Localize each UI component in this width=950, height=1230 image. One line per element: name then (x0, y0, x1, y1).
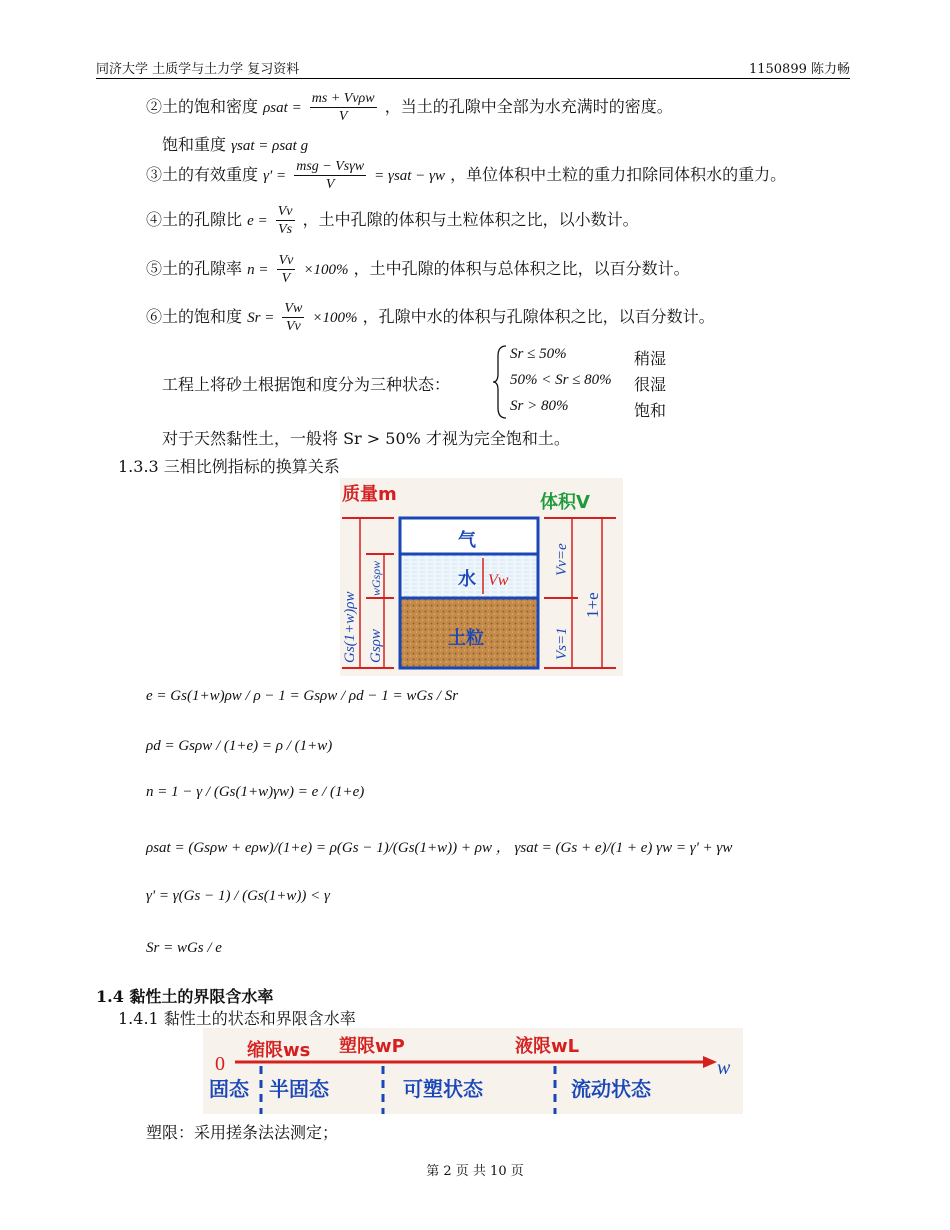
left-total-label: Gs(1+w)ρw (342, 591, 358, 663)
item-saturated-weight: 饱和重度 γsat = ρsat g (162, 135, 309, 154)
item-void-ratio: ④土的孔隙比 e = $\frac{Vv}{Vs}$ ，土中孔隙的体积与土粒体积之比，以小数计。 (146, 204, 639, 237)
item-porosity: ⑤土的孔隙率 n = $\frac{Vv}{V}$ ×100% ，土中孔隙的体积与总体积之比，以百分数计。 (146, 253, 690, 286)
air-label: 气 (458, 530, 476, 551)
mass-label: 质量m (342, 484, 397, 505)
header-left: 同济大学 土质学与土力学 复习资料 (96, 62, 300, 77)
sand-state-cond: Sr ≤ 50% (510, 346, 567, 362)
right-total-label: 1+e (583, 592, 602, 618)
state-plastic: 可塑状态 (403, 1077, 483, 1101)
plastic-limit-label: 塑限wP (339, 1036, 405, 1057)
sand-state-cond: Sr > 80% (510, 398, 569, 414)
header-right: 1150899 陈力畅 (748, 62, 850, 77)
axis-w-label: w (717, 1057, 731, 1079)
section-1-3-3: 1.3.3 三相比例指标的换算关系 (118, 457, 340, 476)
state-liquid: 流动状态 (571, 1077, 651, 1101)
equation-saturation: Sr = wGs / e (146, 940, 222, 956)
sand-intro: 工程上将砂土根据饱和度分为三种状态： (162, 375, 451, 394)
consistency-limits-diagram (203, 1028, 743, 1114)
left-soil-label: Gsρw (368, 629, 384, 663)
sand-state-name: 很湿 (634, 375, 667, 394)
item-effective-weight: ③土的有效重度 γ' = msg − Vsγw V = γsat − γw ，单位体积中土粒的重力扣除同体积水的重力。 (146, 159, 787, 192)
page-header (96, 56, 850, 79)
liquid-limit-label: 液限wL (515, 1036, 580, 1057)
origin-label: 0 (215, 1053, 225, 1075)
sand-state-cond: 50% < Sr ≤ 80% (510, 372, 612, 388)
state-solid: 固态 (209, 1077, 249, 1101)
item-saturated-density: ②土的饱和密度 ρsat = ms + Vvρw V ，当土的孔隙中全部为水充满时的密度。 (146, 91, 673, 124)
water-label: 水 (458, 569, 476, 590)
right-soil-label: Vs=1 (554, 627, 570, 660)
equation-dry-density: ρd = Gsρw / (1+e) = ρ / (1+w) (146, 738, 333, 754)
equation-saturated-density: ρsat = (Gsρw + eρw)/(1+e) = ρ(Gs − 1)/(Gs(1+w)) + ρw ， γsat = (Gs + e)/(1 + e) γw = γ' + γw (146, 840, 733, 856)
soil-label: 土粒 (448, 628, 484, 649)
left-water-label: wGsρw (369, 560, 383, 596)
state-semisolid: 半固态 (269, 1077, 329, 1101)
equation-porosity: n = 1 − γ / (Gs(1+w)γw) = e / (1+e) (146, 784, 365, 800)
shrinkage-limit-label: 缩限ws (247, 1040, 311, 1061)
item-saturation: ⑥土的饱和度 Sr = $\frac{Vw}{Vv}$ ×100% ，孔隙中水的体积与孔隙体积之比，以百分数计。 (146, 301, 715, 334)
three-phase-diagram (340, 478, 623, 676)
water-volume-label: Vw (488, 572, 509, 589)
equation-effective-weight: γ' = γ(Gs − 1) / (Gs(1+w)) < γ (146, 888, 330, 904)
section-1-4-1: 1.4.1 黏性土的状态和界限含水率 (118, 1009, 356, 1028)
plastic-limit-note: 塑限：采用搓条法法测定； (146, 1123, 339, 1142)
page-footer: 第 2 页 共 10 页 (426, 1164, 524, 1179)
right-void-label: Vv=e (554, 543, 570, 576)
volume-label: 体积V (540, 492, 590, 513)
brace-icon (492, 344, 508, 420)
equation-void-ratio: e = Gs(1+w)ρw / ρ − 1 = Gsρw / ρd − 1 = wGs / Sr (146, 688, 459, 704)
section-1-4: 1.4 黏性土的界限含水率 (96, 987, 274, 1006)
clay-note: 对于天然黏性土，一般将 Sr > 50% 才视为完全饱和土。 (162, 429, 570, 448)
sand-state-name: 稍湿 (634, 349, 667, 368)
sand-state-name: 饱和 (634, 401, 667, 420)
